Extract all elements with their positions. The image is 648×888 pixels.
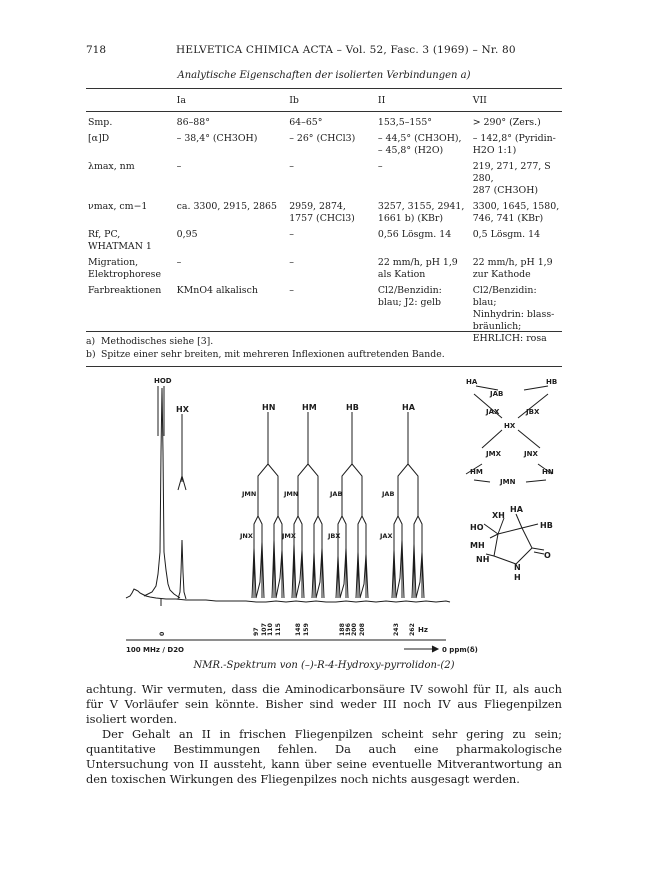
coupling-label: JMN <box>242 490 257 498</box>
table-cell: – <box>289 257 294 268</box>
coupling-label: JAX <box>380 532 393 540</box>
table-cell: – <box>289 285 294 296</box>
table-cell: – <box>176 257 182 268</box>
row-label: [α]D <box>88 133 110 144</box>
structure-label: MH <box>470 541 485 550</box>
multiplet-hb <box>336 412 368 598</box>
spin-label: HA <box>466 378 478 386</box>
coupling-label: JAB <box>382 490 395 498</box>
paragraph: Der Gehalt an II in frischen Fliegenpilzen scheint sehr gering zu sein; quantitative Bestimmungen fehlen. Da auch eine pharmakologische Untersuchung von II aussteht, kann über seine eventuelle Mitverantwortung an den toxischen Wirkungen des Fliegenpilzes noch nichts ausgesagt werden. <box>86 727 562 786</box>
multiplet-hn <box>252 412 284 598</box>
tick-label: 159 <box>303 623 310 636</box>
table-cell: 153,5–155° <box>377 117 432 128</box>
structure-ring <box>484 514 544 564</box>
table-row <box>86 112 562 132</box>
tick-label: 148 <box>295 623 302 636</box>
multiplet-ha <box>392 412 424 598</box>
table-header-row <box>86 92 562 112</box>
row-label: νmax, cm−1 <box>88 201 148 212</box>
coupling-label: JBX <box>328 532 341 540</box>
row-label: Migration, Elektrophorese <box>88 257 162 280</box>
tick-label: 196 <box>345 623 352 636</box>
tick-label: 262 <box>409 623 416 636</box>
table-cell: – 26° (CHCl3) <box>289 133 356 144</box>
table-cell: 22 mm/h, pH 1,9 zur Kathode <box>472 257 553 280</box>
row-label: Rf, PC, WHATMAN 1 <box>88 229 152 252</box>
column-header: II <box>377 95 386 106</box>
table-cell: – <box>289 229 294 240</box>
table-cell: 86–88° <box>176 117 210 128</box>
row-label: Smp. <box>88 117 113 128</box>
tick-label: 97 <box>253 627 260 636</box>
table-cell: – <box>377 161 383 172</box>
tick-label: 188 <box>339 623 346 636</box>
table-body <box>86 112 562 348</box>
page-number: 718 <box>86 44 107 56</box>
footnote <box>86 336 213 348</box>
group-label: HB <box>346 403 359 412</box>
ppm-label: 0 ppm(δ) <box>442 646 478 654</box>
instrument-label: 100 MHz / D2O <box>126 646 185 654</box>
spin-label: JNX <box>524 450 538 458</box>
footnote <box>86 349 445 361</box>
spin-label: HX <box>504 422 516 430</box>
tick-label: 110 <box>267 623 274 636</box>
coupling-label: JNX <box>240 532 253 540</box>
spin-label: JMN <box>500 478 516 486</box>
spin-label: JMX <box>486 450 501 458</box>
nmr-figure <box>86 372 562 664</box>
table-cell: – <box>289 161 294 172</box>
tick-label: 243 <box>393 623 400 636</box>
group-label: HA <box>402 403 415 412</box>
table-cell: – 142,8° (Pyridin- H2O 1:1) <box>472 133 556 156</box>
structure-label: HB <box>540 521 553 530</box>
column-header: Ia <box>176 95 186 106</box>
hod-peak <box>144 388 180 598</box>
footnote-text: Spitze einer sehr breiten, mit mehreren Inflexionen auftretenden Bande. <box>100 349 445 360</box>
hx-label: HX <box>176 405 189 414</box>
table-cell: > 290° (Zers.) <box>472 117 541 128</box>
table-top-rule <box>86 88 562 89</box>
multiplet-hm <box>292 412 324 598</box>
coupling-label: JMN <box>284 490 299 498</box>
table-cell: – 38,4° (CH3OH) <box>176 133 258 144</box>
tick-label: 115 <box>275 623 282 636</box>
table-cell: 219, 271, 277, S 280, 287 (CH3OH) <box>472 161 551 196</box>
coupling-label: JAB <box>330 490 343 498</box>
hod-label: HOD <box>154 377 172 385</box>
table-cell: 0,5 Lösgm. 14 <box>472 229 541 240</box>
paragraph: achtung. Wir vermuten, dass die Aminodicarbonsäure IV sowohl für II, als auch für V Vorläufer sein könnte. Bisher sind weder III noch IV aus Fliegenpilzen isoliert worden. <box>86 682 562 726</box>
table-cell: Cl2/Benzidin: blau; J2: gelb <box>377 285 442 308</box>
table-cell: Cl2/Benzidin: blau; Ninhydrin: blass- bräunlich; EHRLICH: rosa <box>472 285 555 344</box>
structure-label: H <box>514 573 521 582</box>
group-label: HN <box>262 403 276 412</box>
tick-label: 208 <box>359 623 366 636</box>
tick-label: 107 <box>261 623 268 636</box>
table-row <box>86 256 562 284</box>
body-text <box>86 682 562 787</box>
table-cell: 3257, 3155, 2941, 1661 b) (KBr) <box>377 201 465 224</box>
hz-label: Hz <box>418 626 428 634</box>
tick-label: 200 <box>351 623 358 636</box>
table-row <box>86 132 562 160</box>
table-row <box>86 160 562 200</box>
tick-label: 0 <box>159 631 166 636</box>
running-title: HELVETICA CHIMICA ACTA – Vol. 52, Fasc. 3 (1969) – Nr. 80 <box>176 44 516 56</box>
table-cell: 0,56 Lösgm. 14 <box>377 229 452 240</box>
table-cell: ca. 3300, 2915, 2865 <box>176 201 277 212</box>
spin-label: HM <box>470 468 483 476</box>
table-cell: 22 mm/h, pH 1,9 als Kation <box>377 257 458 280</box>
structure-label: XH <box>492 511 505 520</box>
structure-label: N <box>514 563 521 572</box>
table-cell: 64–65° <box>289 117 323 128</box>
column-header: VII <box>472 95 487 106</box>
structure-label: HO <box>470 523 484 532</box>
structure-label: HA <box>510 505 523 514</box>
table-row <box>86 200 562 228</box>
hx-peak <box>178 540 186 599</box>
running-header <box>86 44 562 60</box>
figure-caption: NMR.-Spektrum von (–)-R-4-Hydroxy-pyrrolidon-(2) <box>193 660 455 671</box>
table-cell: KMnO4 alkalisch <box>176 285 258 296</box>
table-cell: 0,95 <box>176 229 198 240</box>
footnote-text: Methodisches siehe [3]. <box>100 336 214 347</box>
row-label: λmax, nm <box>88 161 135 172</box>
group-label: HM <box>302 403 317 412</box>
structure-label: NH <box>476 555 490 564</box>
spin-label: HN <box>542 468 554 476</box>
column-header: Ib <box>289 95 299 106</box>
spin-label: HB <box>546 378 558 386</box>
table-cell: 2959, 2874, 1757 (CHCl3) <box>289 201 355 224</box>
structure-label: O <box>544 551 551 560</box>
analytic-table <box>86 92 562 348</box>
spin-label: JBX <box>526 408 540 416</box>
coupling-label: JMX <box>282 532 296 540</box>
table-row <box>86 228 562 256</box>
table-cell: 3300, 1645, 1580, 746, 741 (KBr) <box>472 201 560 224</box>
table-cell: – 44,5° (CH3OH), – 45,8° (H2O) <box>377 133 462 156</box>
spectrum-baseline <box>126 589 450 602</box>
nmr-spectrum <box>86 372 562 664</box>
spin-label: JAB <box>490 390 504 398</box>
row-label: Farbreaktionen <box>88 285 162 296</box>
footnote-mark: b) <box>86 349 96 360</box>
table-cell: – <box>176 161 182 172</box>
footnote-rule <box>86 366 562 367</box>
table-caption: Analytische Eigenschaften der isolierten Verbindungen a) <box>177 70 471 81</box>
footnote-mark: a) <box>86 336 96 347</box>
spin-label: JAX <box>486 408 500 416</box>
column-header <box>86 92 175 112</box>
